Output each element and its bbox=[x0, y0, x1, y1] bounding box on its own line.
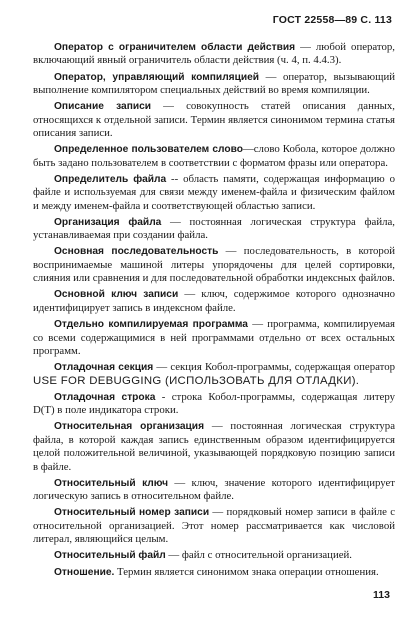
entry-definition: — постоянная логическая структура файла, в которой каждая запись единственным образом идентифицируется целой положительной величиной, указывающей порядковую позицию записи в файле. bbox=[33, 420, 396, 473]
entry-term: Основная последовательность bbox=[54, 246, 219, 258]
entry-term: Оператор с ограничителем области действия bbox=[54, 42, 296, 53]
glossary-entry bbox=[33, 506, 395, 546]
entry-definition: — файл с относительной организацией. bbox=[165, 549, 352, 562]
entry-term: Определитель файла bbox=[54, 173, 167, 185]
entry-definition: — порядковый номер записи в файле с относительной организацией. Этот номер рассматривается как числовой литерал, являющийся целым. bbox=[33, 506, 396, 546]
entry-code-fragment: USE FOR DEBUGGING (ИСПОЛЬЗОВАТЬ ДЛЯ ОТЛАДКИ). bbox=[33, 374, 360, 387]
glossary-entry bbox=[33, 420, 395, 474]
entry-term: Относительный номер записи bbox=[54, 507, 210, 519]
entry-term: Отдельно компилируемая программа bbox=[54, 319, 248, 331]
entry-term: Относительный ключ bbox=[54, 477, 169, 489]
glossary-entry bbox=[33, 477, 395, 504]
entry-definition: — программа, компилируемая со всеми содержащимися в ней программами отдельно от всех остальных программ. bbox=[33, 318, 396, 357]
glossary-entry bbox=[33, 549, 395, 562]
glossary-entry bbox=[33, 71, 395, 98]
entry-term: Относительный файл bbox=[54, 550, 166, 562]
glossary-entry bbox=[33, 173, 395, 213]
glossary-entry bbox=[33, 245, 395, 285]
glossary-entry bbox=[33, 391, 395, 418]
entry-definition: — совокупность статей описания данных, относящихся к отдельной записи. Термин является синонимом термина статья описания записи. bbox=[33, 100, 395, 140]
entry-term: Определенное пользователем слово bbox=[54, 144, 243, 156]
glossary-entry bbox=[33, 318, 395, 358]
entry-definition: — ключ, значение которого идентифицирует логическую запись в относительном файле. bbox=[33, 476, 395, 503]
entry-term: Организация файла bbox=[54, 216, 162, 228]
glossary-entry bbox=[33, 100, 395, 140]
entry-definition: — ключ, содержимое которого однозначно идентифицирует запись в индексном файле. bbox=[33, 288, 395, 314]
entry-definition: -- область памяти, содержащая информацию о файле и используемая для связи между именем-файла и физическим файлом и между именем-файла и соответствующей областью записи. bbox=[33, 172, 395, 212]
running-header: ГОСТ 22558—89 С. 113 bbox=[272, 14, 392, 26]
entry-term: Оператор, управляющий компиляцией bbox=[54, 71, 260, 83]
glossary-entry bbox=[33, 288, 395, 315]
glossary-entry bbox=[33, 216, 395, 243]
entry-term: Отношение. bbox=[54, 566, 115, 578]
entry-definition: — постоянная логическая структура файла, устанавливаемая при создании файла. bbox=[33, 215, 395, 242]
entry-term: Относительная организация bbox=[54, 421, 205, 433]
entry-definition: — секция Кобол-программы, содержащая оператор bbox=[153, 361, 395, 374]
entry-definition: — последовательность, в которой воспринимаемые машиной литеры упорядочены для целей сортировки, слияния или сравнения и для последовательной обработки индексных файлов. bbox=[33, 245, 395, 285]
entry-term: Отладочная секция bbox=[54, 362, 154, 374]
glossary-entry bbox=[33, 143, 395, 170]
entry-definition: - строка Кобол-программы, содержащая литеру D(T) в поле индикатора строки. bbox=[33, 390, 395, 417]
entry-definition: — любой оператор, включающий явный ограничитель области действия (ч. 4, п. 4.4.3). bbox=[33, 41, 395, 67]
entry-term: Описание записи bbox=[54, 101, 152, 113]
glossary-entries bbox=[33, 41, 395, 582]
entry-definition: — оператор, вызывающий выполнение компилятором специальных действий во время компиляции. bbox=[33, 70, 395, 97]
glossary-entry bbox=[33, 361, 395, 388]
page-number: 113 bbox=[373, 589, 390, 601]
entry-term: Основной ключ записи bbox=[54, 289, 179, 301]
glossary-entry bbox=[33, 566, 395, 579]
entry-term: Отладочная строка bbox=[54, 391, 156, 403]
entry-definition: —слово Кобола, которое должно быть задано пользователем в соответствии с форматом фразы или оператора. bbox=[33, 143, 395, 169]
glossary-entry bbox=[33, 41, 395, 68]
entry-definition: Термин является синонимом знака операции отношения. bbox=[114, 565, 379, 578]
